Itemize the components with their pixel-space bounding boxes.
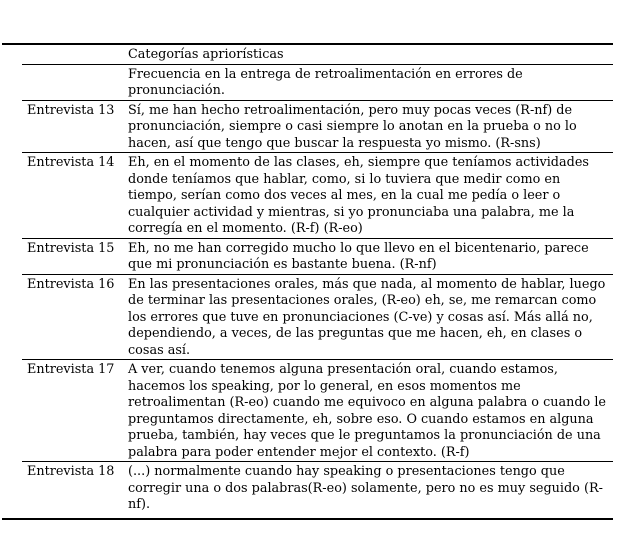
category-header: Categorías apriorísticas <box>128 47 284 62</box>
table-row-entrevista-15 <box>22 239 613 275</box>
row-text: A ver, cuando tenemos alguna presentación oral, cuando estamos, hacemos los speaking, por lo general, en esos momentos me retroalimentan (R-eo) cuando me equivoco en alguna palabra o cuando le preguntamos directamente, eh, sobre eso. O cuando estamos en alguna prueba, también, hay veces que le preguntamos la pronunciación de una palabra para poder entender mejor el contexto. (R-f) <box>128 362 606 460</box>
row-label: Entrevista 16 <box>27 276 115 292</box>
row-label: Entrevista 17 <box>27 362 115 377</box>
table-rows <box>22 45 613 518</box>
table-row-entrevista-17 <box>22 360 613 462</box>
row-text: En las presentaciones orales, más que nada, al momento de hablar, luego de terminar las presentaciones orales, (R-eo) eh, se, me remarcan como los errores que tuve en pronunciaciones (C-ve) y cosas así. Más allá no, dependiendo, a veces, de las preguntas que me hacen, eh, en clases o cosas así. <box>128 276 606 358</box>
row-text: Eh, en el momento de las clases, eh, siempre que teníamos actividades donde teníamos que hablar, como, si lo tuviera que medir como en tiempo, serían como dos veces al mes, en la cual me pedía o leer o cualquier actividad y mientras, si yo pronunciaba una palabra, me la corregía en el momento. (R-f) (R-eo) <box>128 155 589 236</box>
row-label: Entrevista 15 <box>27 240 115 256</box>
table-row-entrevista-18 <box>22 462 613 518</box>
row-text: (...) normalmente cuando hay speaking o presentaciones tengo que corregir una o dos palabras(R-eo) solamente, pero no es muy seguido (R-nf). <box>128 464 603 512</box>
category-description: Frecuencia en la entrega de retroalimentación en errores de pronunciación. <box>128 66 523 98</box>
table-row-entrevista-16 <box>22 275 613 361</box>
row-label: Entrevista 18 <box>27 464 115 479</box>
table-header-row <box>22 45 613 65</box>
row-label: Entrevista 14 <box>27 155 115 170</box>
row-label: Entrevista 13 <box>27 102 115 118</box>
table-subheader-row <box>22 65 613 101</box>
table-row-entrevista-14 <box>22 153 613 239</box>
table-row-entrevista-13 <box>22 101 613 154</box>
row-text: Sí, me han hecho retroalimentación, pero muy pocas veces (R-nf) de pronunciación, siempre o casi siempre lo anotan en la prueba o no lo hacen, así que tengo que buscar la respuesta yo mismo. (R-sns) <box>128 102 577 151</box>
aprioristic-categories-table <box>2 43 613 520</box>
row-text: Eh, no me han corregido mucho lo que llevo en el bicentenario, parece que mi pronunciación es bastante buena. (R-nf) <box>128 240 589 272</box>
